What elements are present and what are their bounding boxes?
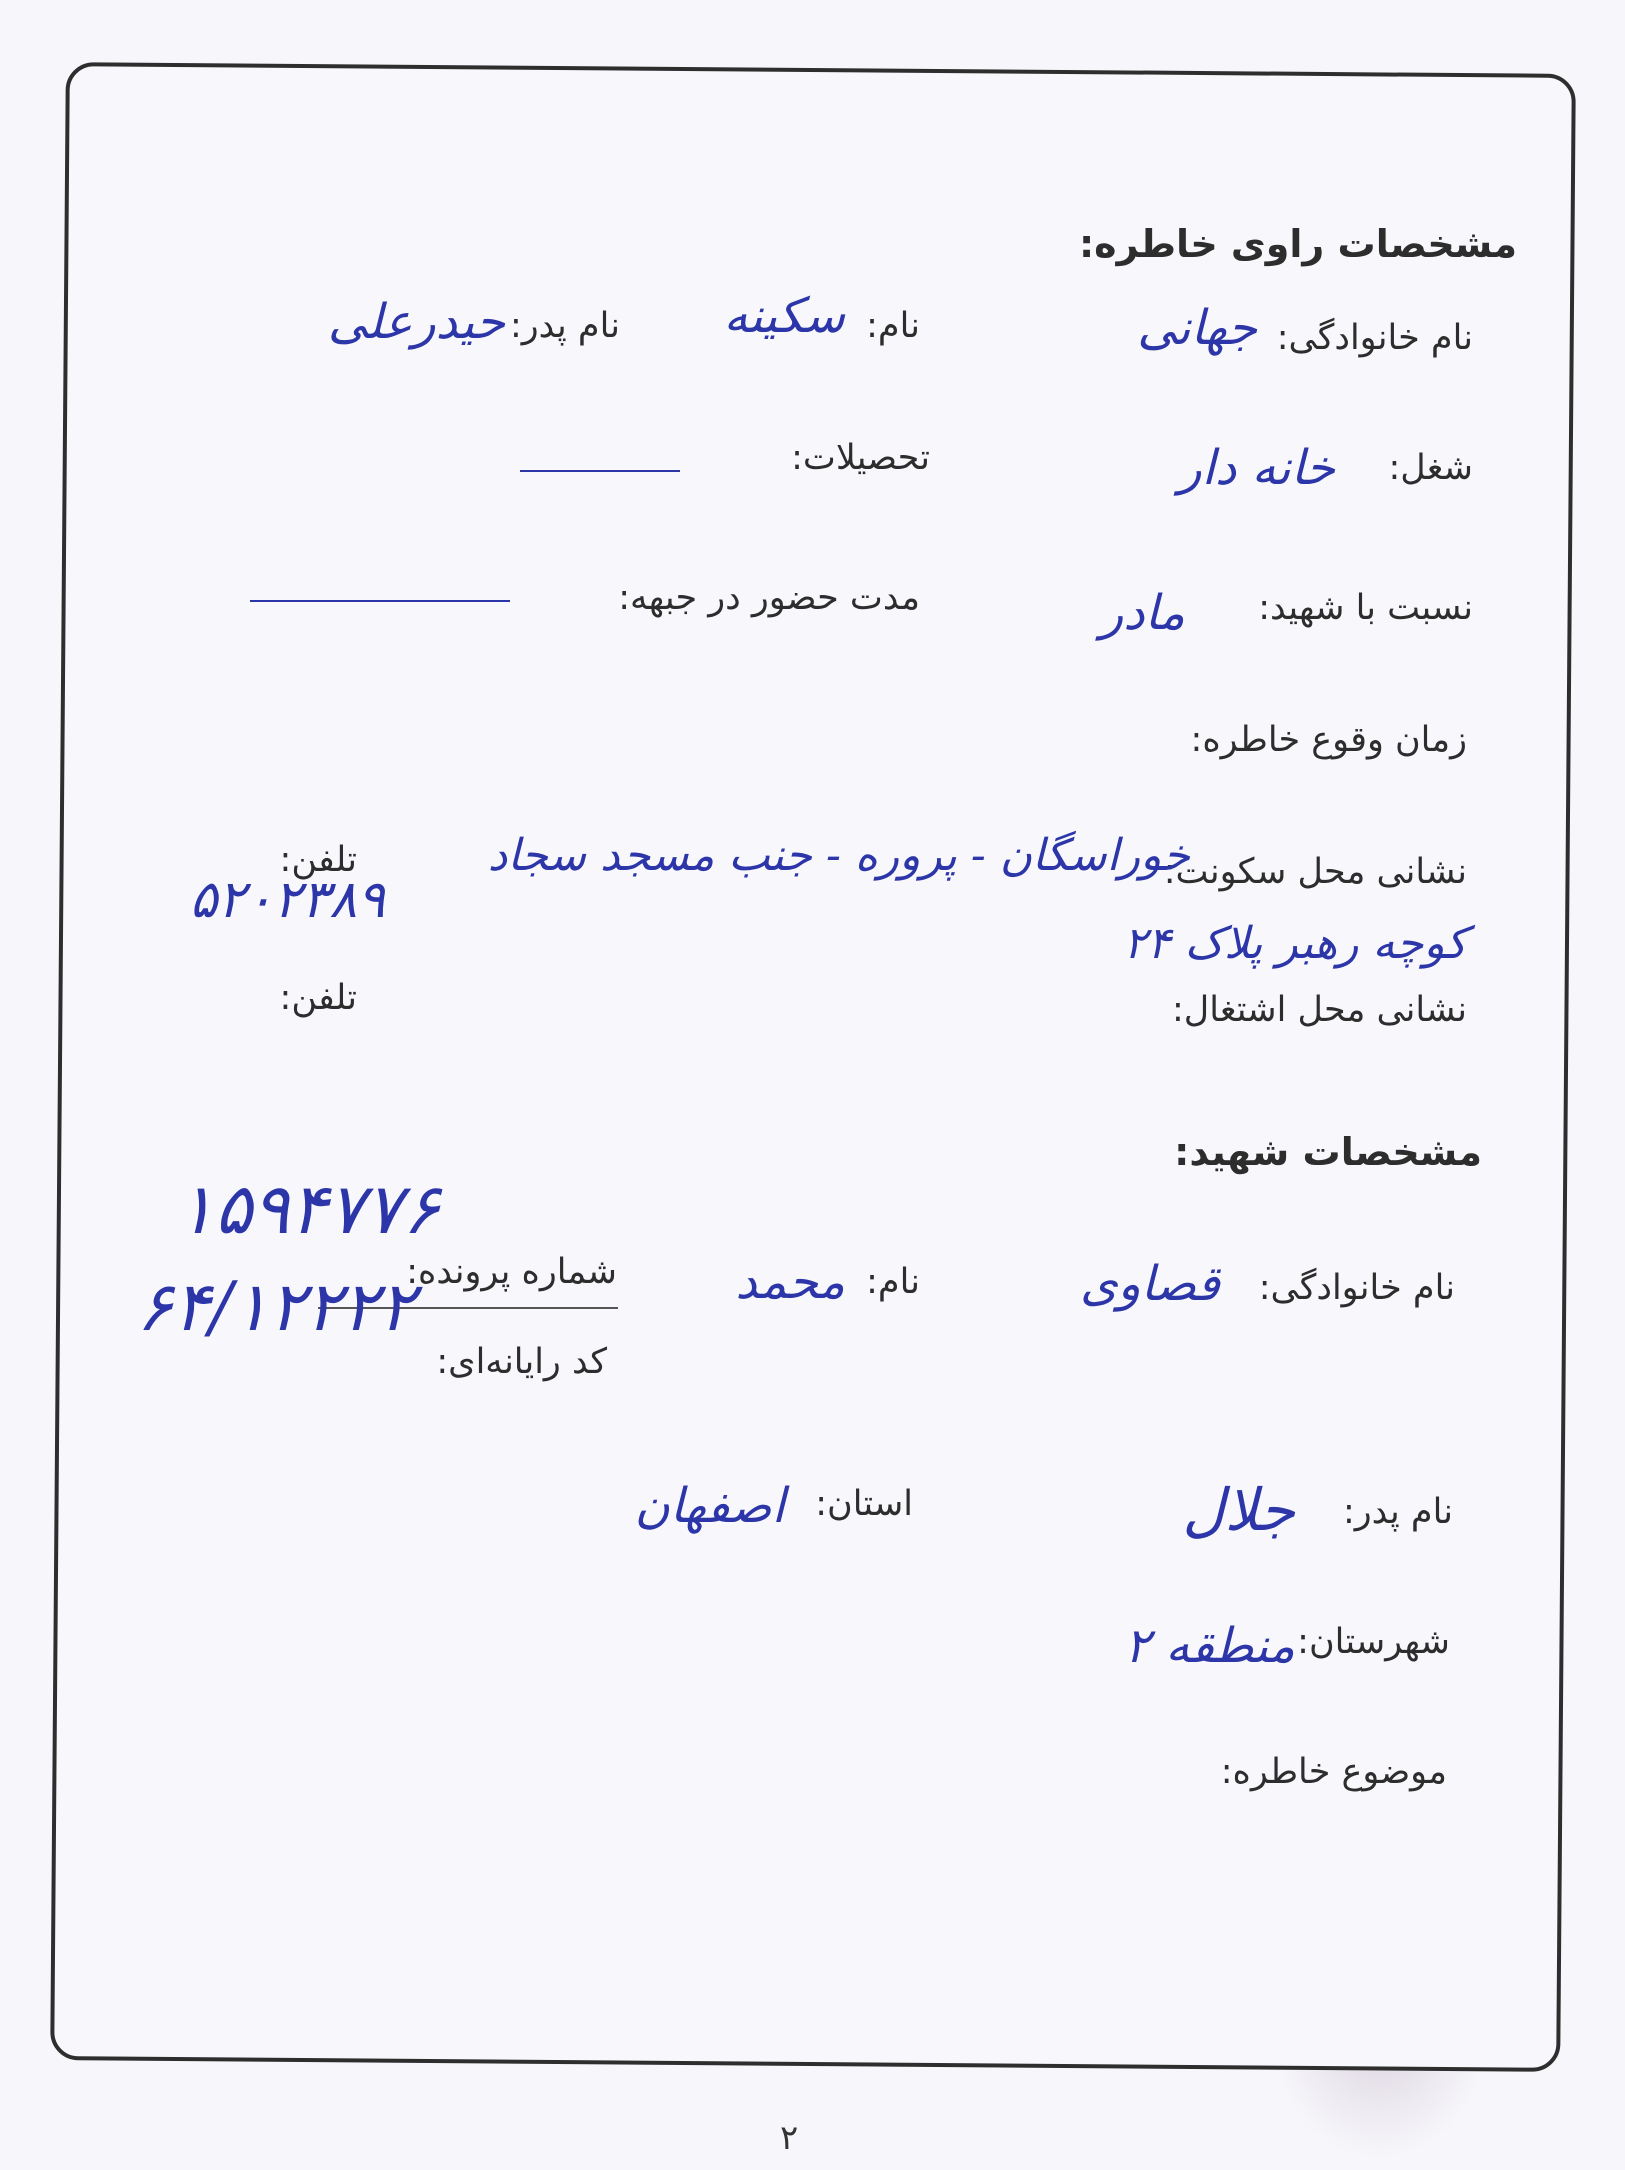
martyr-city-label: شهرستان: xyxy=(1297,1622,1450,1662)
martyr-province-value: اصفهان xyxy=(634,1478,785,1534)
martyr-city-value: منطقه ۲ xyxy=(1124,1618,1295,1674)
martyr-computer-code-label: کد رایانه‌ای: xyxy=(436,1342,607,1382)
martyr-first-name-value: محمد xyxy=(735,1254,845,1310)
narrator-home-phone-label: تلفن: xyxy=(279,840,357,880)
martyr-father-name-value: جلال xyxy=(1182,1476,1295,1544)
narrator-father-name-value: حیدرعلی xyxy=(327,294,505,350)
narrator-front-duration-label: مدت حضور در جبهه: xyxy=(618,578,920,618)
narrator-family-name-value: جهانی xyxy=(1137,300,1257,356)
narrator-job-value: خانه دار xyxy=(1178,440,1335,496)
narrator-relation-label: نسبت با شهید: xyxy=(1258,588,1473,628)
martyr-file-number-value: ۱۵۹۴۷۷۶ xyxy=(176,1168,440,1250)
narrator-first-name-value: سکینه xyxy=(723,288,845,344)
education-blank-line xyxy=(520,470,680,472)
martyr-father-name-label: نام پدر: xyxy=(1342,1492,1453,1532)
narrator-relation-value: مادر xyxy=(1100,585,1185,641)
narrator-first-name-label: نام: xyxy=(866,306,920,346)
narrator-home-address-label: نشانی محل سکونت: xyxy=(1163,852,1467,892)
martyr-family-name-value: قصاوی xyxy=(1080,1256,1220,1312)
martyr-family-name-label: نام خانوادگی: xyxy=(1258,1268,1455,1308)
martyr-computer-code-value: ۶۴/۱۲۲۲۲ xyxy=(136,1268,415,1347)
narrator-family-name-label: نام خانوادگی: xyxy=(1276,318,1473,358)
narrator-father-name-label: نام پدر: xyxy=(509,306,620,346)
narrator-heading: مشخصات راوی خاطره: xyxy=(1078,222,1517,266)
narrator-home-address-value-2: کوچه رهبر پلاک ۲۴ xyxy=(1123,918,1467,969)
narrator-work-phone-label: تلفن: xyxy=(279,978,357,1018)
front-duration-blank-line xyxy=(250,600,510,602)
narrator-home-address-value: خوراسگان - پروره - جنب مسجد سجاد xyxy=(487,830,1190,881)
narrator-education-label: تحصیلات: xyxy=(791,438,930,478)
martyr-memory-topic-label: موضوع خاطره: xyxy=(1220,1752,1447,1792)
martyr-heading: مشخصات شهید: xyxy=(1174,1130,1482,1174)
martyr-first-name-label: نام: xyxy=(866,1262,920,1302)
narrator-work-address-label: نشانی محل اشتغال: xyxy=(1171,990,1467,1030)
martyr-file-number-label: شماره پرونده: xyxy=(406,1252,617,1292)
narrator-home-phone-value: ۵۲۰۲۳۸۹ xyxy=(189,870,385,930)
narrator-memory-time-label: زمان وقوع خاطره: xyxy=(1190,720,1467,760)
narrator-job-label: شغل: xyxy=(1388,448,1473,488)
page-number: ۲ xyxy=(780,2118,799,2158)
martyr-province-label: استان: xyxy=(815,1484,913,1524)
